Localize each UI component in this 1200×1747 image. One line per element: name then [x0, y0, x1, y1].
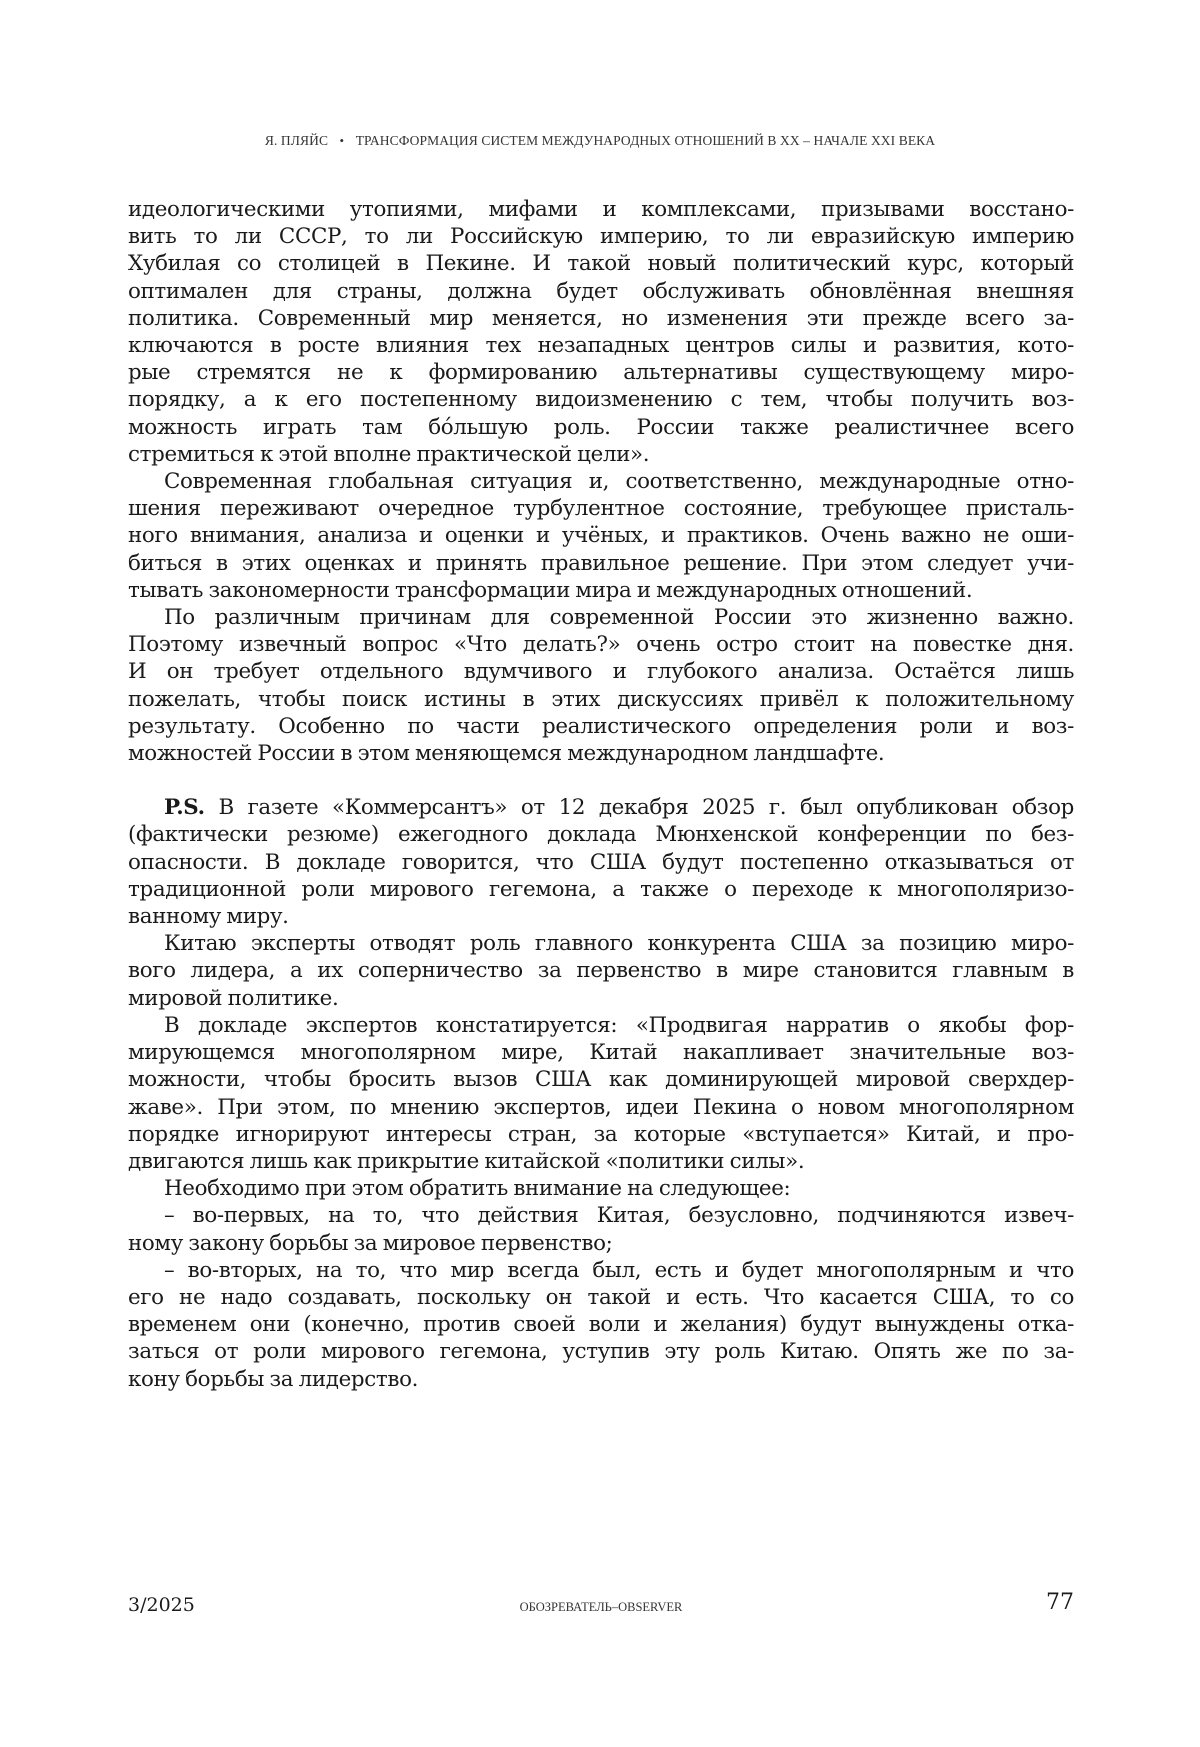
text-line: его не надо создавать, поскольку он такой и есть. Что касается США, то со: [128, 1284, 1074, 1310]
text-line: порядке игнорируют интересы стран, за которые «вступается» Китай, и про-: [128, 1121, 1074, 1147]
text-line: результату. Особенно по части реалистического определения роли и воз-: [128, 713, 1074, 739]
paragraph: [128, 930, 1074, 1012]
text-line: можности, чтобы бросить вызов США как доминирующей мировой сверхдер-: [128, 1067, 1074, 1093]
text-line: – во-вторых, на то, что мир всегда был, есть и будет многополярным и что: [164, 1257, 1074, 1283]
text-line: рые стремятся не к формированию альтернативы существующему миро-: [128, 360, 1074, 386]
text-line: В докладе экспертов констатируется: «Продвигая нарратив о якобы фор-: [164, 1012, 1074, 1038]
text-line: ному закону борьбы за мировое первенство;: [128, 1230, 613, 1256]
page-footer: [128, 1590, 1074, 1630]
paragraph: [128, 1175, 1074, 1202]
journal-name: ОБОЗРЕВАТЕЛЬ–OBSERVER: [519, 1600, 683, 1614]
page-number: 77: [1046, 1590, 1074, 1615]
list-item: [128, 1202, 1074, 1256]
section-spacer: [128, 767, 1074, 794]
text-line: вить то ли СССР, то ли Российскую империю, то ли евразийскую империю: [128, 224, 1074, 250]
text-line: кону борьбы за лидерство.: [128, 1366, 419, 1392]
text-line: пожелать, чтобы поиск истины в этих дискуссиях привёл к положительному: [128, 686, 1074, 712]
text-line: – во-первых, на то, что действия Китая, безусловно, подчиняются извеч-: [164, 1203, 1074, 1229]
text-line: шения переживают очередное турбулентное состояние, требующее присталь-: [128, 496, 1074, 522]
text-line: жаве». При этом, по мнению экспертов, идеи Пекина о новом многополярном: [128, 1094, 1074, 1120]
text-line: стремиться к этой вполне практической цели».: [128, 441, 650, 467]
header-author: Я. ПЛЯЙС: [264, 133, 329, 148]
text-line: традиционной роли мирового гегемона, а также о переходе к многополяризо-: [128, 876, 1074, 902]
article-body: [128, 196, 1074, 1393]
text-line: политика. Современный мир меняется, но изменения эти прежде всего за-: [128, 305, 1074, 331]
text-line: Поэтому извечный вопрос «Что делать?» очень остро стоит на повестке дня.: [128, 632, 1074, 658]
list-item: [128, 1257, 1074, 1393]
text-line: биться в этих оценках и принять правильное решение. При этом следует учи-: [128, 550, 1074, 576]
paragraph: [128, 468, 1074, 604]
text-line: двигаются лишь как прикрытие китайской «политики силы».: [128, 1148, 805, 1174]
text-line: опасности. В докладе говорится, что США будут постепенно отказываться от: [128, 849, 1074, 875]
text-line: мирующемся многополярном мире, Китай накапливает значительные воз-: [128, 1040, 1074, 1066]
text-line: тывать закономерности трансформации мира и международных отношений.: [128, 577, 973, 603]
postscript-paragraph: [128, 794, 1074, 930]
paragraph: [128, 196, 1074, 468]
text-line: вого лидера, а их соперничество за первенство в мире становится главным в: [128, 958, 1074, 984]
text-line: заться от роли мирового гегемона, уступив эту роль Китаю. Опять же по за-: [128, 1339, 1074, 1365]
text-line: оптимален для страны, должна будет обслуживать обновлённая внешняя: [128, 278, 1074, 304]
text-line: ванному миру.: [128, 904, 289, 930]
text-line: Китаю эксперты отводят роль главного конкурента США за позицию миро-: [164, 931, 1074, 957]
text-line: ключаются в росте влияния тех незападных центров силы и развития, кото-: [128, 333, 1074, 359]
text-line: идеологическими утопиями, мифами и комплексами, призывами восстано-: [128, 197, 1074, 222]
text-line: порядку, а к его постепенному видоизменению с тем, чтобы получить воз-: [128, 387, 1074, 413]
text-line: [128, 794, 1074, 821]
paragraph: [128, 1012, 1074, 1175]
text-line: Необходимо при этом обратить внимание на следующее:: [164, 1176, 791, 1202]
text-line: По различным причинам для современной России это жизненно важно.: [164, 605, 1074, 631]
header-article-title: ТРАНСФОРМАЦИЯ СИСТЕМ МЕЖДУНАРОДНЫХ ОТНОШЕНИЙ В XX – НАЧАЛЕ XXI ВЕКА: [355, 133, 936, 148]
bullet-separator-icon: •: [339, 133, 345, 148]
issue-number: 3/2025: [128, 1594, 195, 1616]
text-line: (фактически резюме) ежегодного доклада Мюнхенской конференции по без-: [128, 822, 1074, 848]
text-line: Современная глобальная ситуация и, соответственно, международные отно-: [164, 469, 1074, 495]
text-line: И он требует отдельного вдумчивого и глубокого анализа. Остаётся лишь: [128, 659, 1074, 685]
text-line: временем они (конечно, против своей воли и желания) будут вынуждены отка-: [128, 1312, 1074, 1338]
text-line: Хубилая со столицей в Пекине. И такой новый политический курс, который: [128, 251, 1074, 277]
ps-label: P.S.: [164, 795, 205, 821]
text-line: мировой политике.: [128, 985, 339, 1011]
text-line: можностей России в этом меняющемся международном ландшафте.: [128, 741, 885, 767]
text-line: можность играть там бóльшую роль. России также реалистичнее всего: [128, 414, 1074, 440]
text-line-content: В газете «Коммерсантъ» от 12 декабря 2025 г. был опубликован обзор: [204, 795, 1074, 821]
paragraph: [128, 604, 1074, 767]
running-header: [0, 133, 1200, 149]
text-line: ного внимания, анализа и оценки и учёных, и практиков. Очень важно не оши-: [128, 523, 1074, 549]
